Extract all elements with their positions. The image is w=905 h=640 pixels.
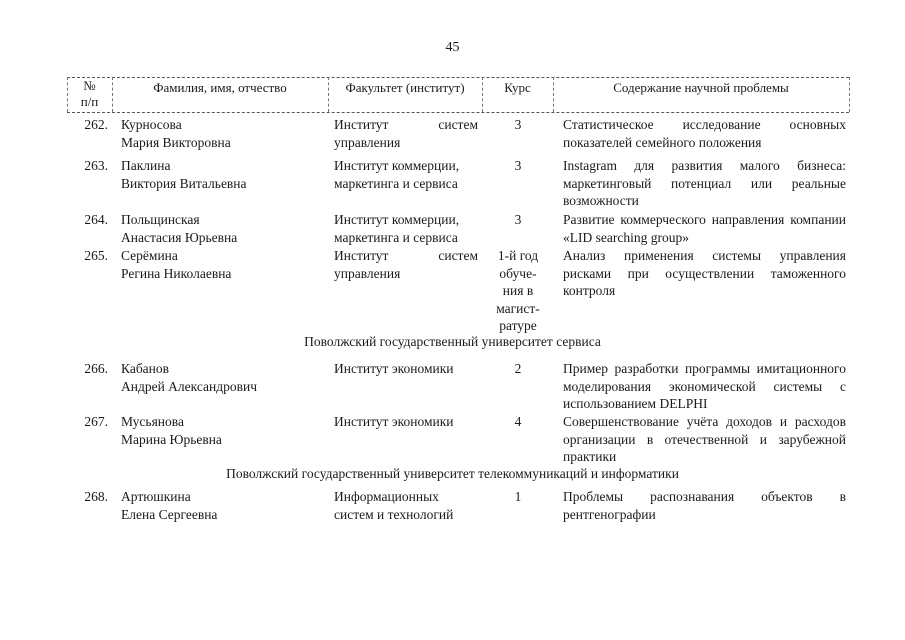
student-name: Курносова Мария Викторовна: [121, 117, 231, 150]
header-bottom-rule: [67, 112, 849, 113]
research-topic: Instagram для развития малого бизнеса: маркетинговый потенциал или реальные возможности: [563, 158, 846, 208]
col-divider: [849, 77, 850, 112]
research-topic: Анализ применения системы управления рисками при осуществлении таможенного контроля: [563, 248, 846, 298]
course: 3: [514, 117, 522, 132]
course: 1-й год обуче- ния в магист- ратуре: [496, 248, 540, 333]
course: 3: [514, 212, 522, 227]
faculty: Институт коммерции, маркетинга и сервиса: [334, 158, 460, 191]
student-name: Польщинская Анастасия Юрьевна: [121, 212, 238, 245]
student-name: Кабанов Андрей Александрович: [121, 361, 258, 394]
student-name: Артюшкина Елена Сергеевна: [121, 489, 218, 522]
research-topic: Совершенствование учёта доходов и расходов организации в отечественной и зарубежной практики: [563, 414, 846, 464]
student-name: Паклина Виктория Витальевна: [121, 158, 247, 191]
row-number: 263.: [84, 158, 108, 173]
row-number: 265.: [84, 248, 108, 263]
header-num: № п/п: [80, 78, 99, 109]
course: 2: [514, 361, 522, 376]
research-topic: Развитие коммерческого направления компании «LID searching group»: [563, 212, 846, 245]
row-number: 266.: [84, 361, 108, 376]
research-topic: Статистическое исследование основных показателей семейного положения: [563, 117, 846, 150]
row-number: 267.: [84, 414, 108, 429]
course: 4: [514, 414, 522, 429]
header-top-rule: [67, 77, 849, 78]
student-name: Мусьянова Марина Юрьевна: [121, 414, 222, 447]
row-number: 262.: [84, 117, 108, 132]
faculty: Институт систем управления: [334, 248, 478, 281]
page-number: 45: [445, 40, 460, 55]
header-course: Курс: [504, 80, 531, 95]
research-topic: Проблемы распознавания объектов в рентгенографии: [563, 489, 846, 522]
student-name: Серёмина Регина Николаевна: [121, 248, 232, 281]
row-number: 268.: [84, 489, 108, 504]
header-name: Фамилия, имя, отчество: [153, 80, 287, 95]
faculty: Информационных систем и технологий: [334, 489, 454, 522]
faculty: Институт коммерции, маркетинга и сервиса: [334, 212, 460, 245]
faculty: Институт экономики: [334, 361, 454, 376]
header-faculty: Факультет (институт): [345, 80, 465, 95]
course: 3: [514, 158, 522, 173]
row-number: 264.: [84, 212, 108, 227]
research-topic: Пример разработки программы имитационного моделирования экономической системы с использованием DELPHI: [563, 361, 846, 411]
course: 1: [514, 489, 522, 504]
section-heading: Поволжский государственный университет сервиса: [304, 334, 601, 349]
faculty: Институт экономики: [334, 414, 454, 429]
header-topic: Содержание научной проблемы: [613, 80, 789, 95]
faculty: Институт систем управления: [334, 117, 478, 150]
section-heading: Поволжский государственный университет телекоммуникаций и информатики: [226, 466, 679, 481]
